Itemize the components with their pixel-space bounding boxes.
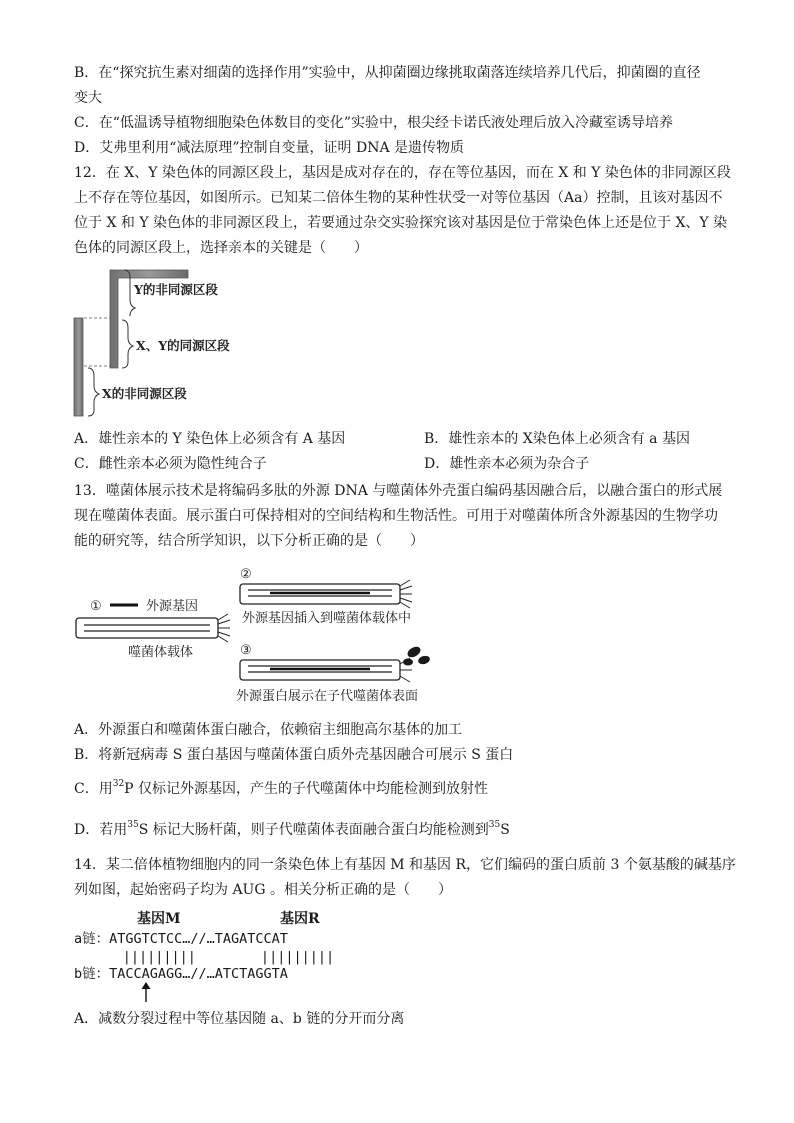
x-chromosome	[74, 318, 83, 416]
phage-vector-1	[76, 614, 230, 642]
step2-marker: ②	[240, 567, 252, 582]
q14-stem-line1: 14．某二倍体植物细胞内的同一条染色体上有基因 M 和基因 R，它们编码的蛋白质前 3 个氨基酸的碱基序	[74, 857, 736, 873]
q13-stem-line1: 13．噬菌体展示技术是将编码多肽的外源 DNA 与噬菌体外壳蛋白编码基因融合后，以融合蛋白的形式展	[74, 483, 723, 499]
a-chain-sequence: a链：ATGGTCTCC…//…TAGATCCAT	[74, 931, 288, 947]
x-nonhomologous-label: X的非同源区段	[102, 386, 187, 401]
gene-r-label: 基因R	[280, 911, 320, 927]
q14-stem-line2: 列如图，起始密码子均为 AUG 。相关分析正确的是（ ）	[74, 882, 452, 898]
step1-marker: ①	[90, 599, 102, 614]
y-nonhomologous-label: Y的非同源区段	[134, 282, 218, 297]
q13-option-d: D．若用$^{35}$S 标记大肠杆菌，则子代噬菌体表面融合蛋白均能检测到$^{35}$S	[74, 820, 510, 838]
phage-vector-label: 噬菌体载体	[128, 645, 194, 660]
q13-option-c: C．用$^{32}$P 仅标记外源基因，产生的子代噬菌体中均能检测到放射性	[74, 779, 489, 797]
q13-stem-line2: 现在噬菌体表面。展示蛋白可保持相对的空间结构和生物活性。可用于对噬菌体所含外源基因的生物学功	[74, 508, 718, 524]
q14-option-a: A．减数分裂过程中等位基因随 a、b 链的分开而分离	[74, 1011, 405, 1027]
q12-option-d: D．雄性亲本必须为杂合子	[424, 456, 590, 472]
step2-caption: 外源基因插入到噬菌体载体中	[242, 611, 412, 626]
xy-homologous-label: X、Y的同源区段	[136, 338, 230, 353]
b-chain-sequence: b链：TACCAGAGG…//…ATCTAGGTA	[74, 966, 288, 982]
step3-marker: ③	[240, 643, 252, 658]
q12-stem-line4: 色体的同源区段上，选择亲本的关键是（ ）	[74, 240, 368, 256]
q12-stem-line2: 上不存在等位基因，如图所示。已知某二倍体生物的某种性状受一对等位基因（Aa）控制，且该对基因不	[74, 190, 723, 206]
q11-option-c: C．在“低温诱导植物细胞染色体数目的变化”实验中，根尖经卡诺氏液处理后放入冷藏室诱导培养	[74, 115, 674, 131]
q12-stem-line3: 位于 X 和 Y 染色体的非同源区段上，若要通过杂交实验探究该对基因是位于常染色体上还是位于 X、Y 染	[74, 215, 728, 231]
q12-option-b: B．雄性亲本的 X染色体上必须含有 a 基因	[424, 431, 690, 447]
displayed-protein-blob-3	[403, 659, 413, 666]
q12-option-c: C．雌性亲本必须为隐性纯合子	[74, 456, 267, 472]
foreign-gene-label: 外源基因	[146, 599, 199, 614]
q13-stem-line3: 能的研究等，结合所学知识，以下分析正确的是（ ）	[74, 533, 424, 549]
step3-caption: 外源蛋白展示在子代噬菌体表面	[236, 689, 419, 704]
phage-vector-2	[240, 580, 412, 608]
q13-option-a: A．外源蛋白和噬菌体蛋白融合，依赖宿主细胞高尔基体的加工	[74, 722, 463, 738]
xy-chromosome-diagram	[70, 262, 270, 422]
q11-option-b-line2: 变大	[74, 90, 102, 106]
gene-m-label: 基因M	[137, 911, 181, 927]
q13-option-b: B．将新冠病毒 S 蛋白基因与噬菌体蛋白质外壳基因融合可展示 S 蛋白	[74, 747, 514, 763]
up-arrow-icon	[140, 981, 152, 1003]
phage-vector-3	[240, 645, 431, 682]
phage-display-diagram	[70, 560, 450, 708]
q11-option-b-line1: B．在“探究抗生素对细菌的选择作用”实验中，从抑菌圈边缘挑取菌落连续培养几代后，抑菌圈的直径	[74, 65, 701, 81]
displayed-protein-blob-1	[406, 645, 423, 660]
q11-option-d: D．艾弗里利用“减法原理”控制自变量，证明 DNA 是遗传物质	[74, 140, 465, 156]
base-pair-lines: ||||||||| |||||||||	[74, 949, 335, 965]
q12-option-a: A．雄性亲本的 Y 染色体上必须含有 A 基因	[74, 431, 346, 447]
displayed-protein-blob-2	[417, 655, 431, 666]
q12-stem-line1: 12．在 X、Y 染色体的同源区段上，基因是成对存在的，存在等位基因，而在 X 和 Y 染色体的非同源区段	[74, 165, 731, 181]
